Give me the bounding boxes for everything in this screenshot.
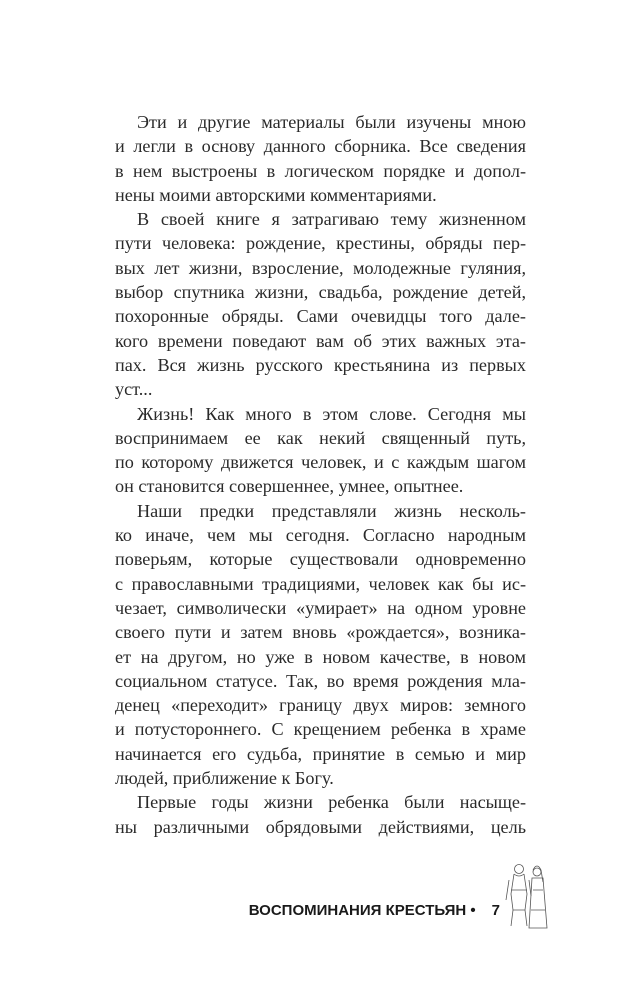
text-line: вых лет жизни, взросление, молодежные гуляния, — [115, 257, 526, 278]
text-line: кого времени поведают вам об этих важных эта- — [115, 330, 526, 351]
text-line: воспринимаем ее как некий священный путь, — [115, 427, 526, 448]
text-line: Наши предки представляли жизнь несколь- — [137, 500, 526, 521]
text-line: ко иначе, чем мы сегодня. Согласно народным — [115, 525, 526, 546]
text-line: пах. Вся жизнь русского крестьянина из первых — [115, 354, 526, 375]
text-line: В своей книге я затрагиваю тему жизненном — [137, 209, 526, 230]
text-line: пути человека: рождение, крестины, обряды пер- — [115, 233, 526, 254]
text-line: Эти и другие материалы были изучены мною — [137, 112, 526, 132]
text-line: он становится совершеннее, умнее, опытнее. — [115, 476, 464, 497]
text-line: чезает, символически «умирает» на одном уровне — [115, 597, 526, 618]
text-line: людей, приближение к Богу. — [115, 768, 334, 789]
text-line: выбор спутника жизни, свадьба, рождение детей, — [115, 282, 526, 303]
page-number: 7 — [491, 902, 500, 919]
text-line: с православными традициями, человек как бы ис- — [115, 573, 526, 594]
text-line: в нем выстроены в логическом порядке и допол- — [115, 160, 526, 181]
text-line: Жизнь! Как много в этом слове. Сегодня мы — [137, 403, 526, 424]
text-line: денец «переходит» границу двух миров: земного — [115, 695, 526, 716]
text-line: социальном статусе. Так, во время рождения мла- — [115, 670, 526, 691]
text-line: по которому движется человек, и с каждым шагом — [115, 452, 526, 473]
text-line: и легли в основу данного сборника. Все сведения — [115, 136, 526, 157]
text-line: начинается его судьба, принятие в семью и мир — [115, 743, 526, 764]
peasant-couple-illustration — [505, 860, 549, 930]
text-line: и потустороннего. С крещением ребенка в храме — [115, 719, 526, 740]
text-line: похоронные обряды. Сами очевидцы того дале- — [115, 306, 526, 327]
text-line: Первые годы жизни ребенка были насыще- — [137, 792, 526, 813]
running-title: ВОСПОМИНАНИЯ КРЕСТЬЯН • — [248, 902, 476, 919]
text-line: нены моими авторскими комментариями. — [115, 184, 437, 205]
body-text — [115, 110, 526, 839]
page-footer — [0, 902, 500, 919]
text-line: ет на другом, но уже в новом качестве, в новом — [115, 646, 526, 667]
text-line: своего пути и затем вновь «рождается», возника- — [115, 622, 526, 643]
text-line: ны различными обрядовыми действиями, цель — [115, 816, 526, 837]
text-line: поверьям, которые существовали одновременно — [115, 549, 526, 570]
text-line: уст... — [115, 379, 153, 400]
